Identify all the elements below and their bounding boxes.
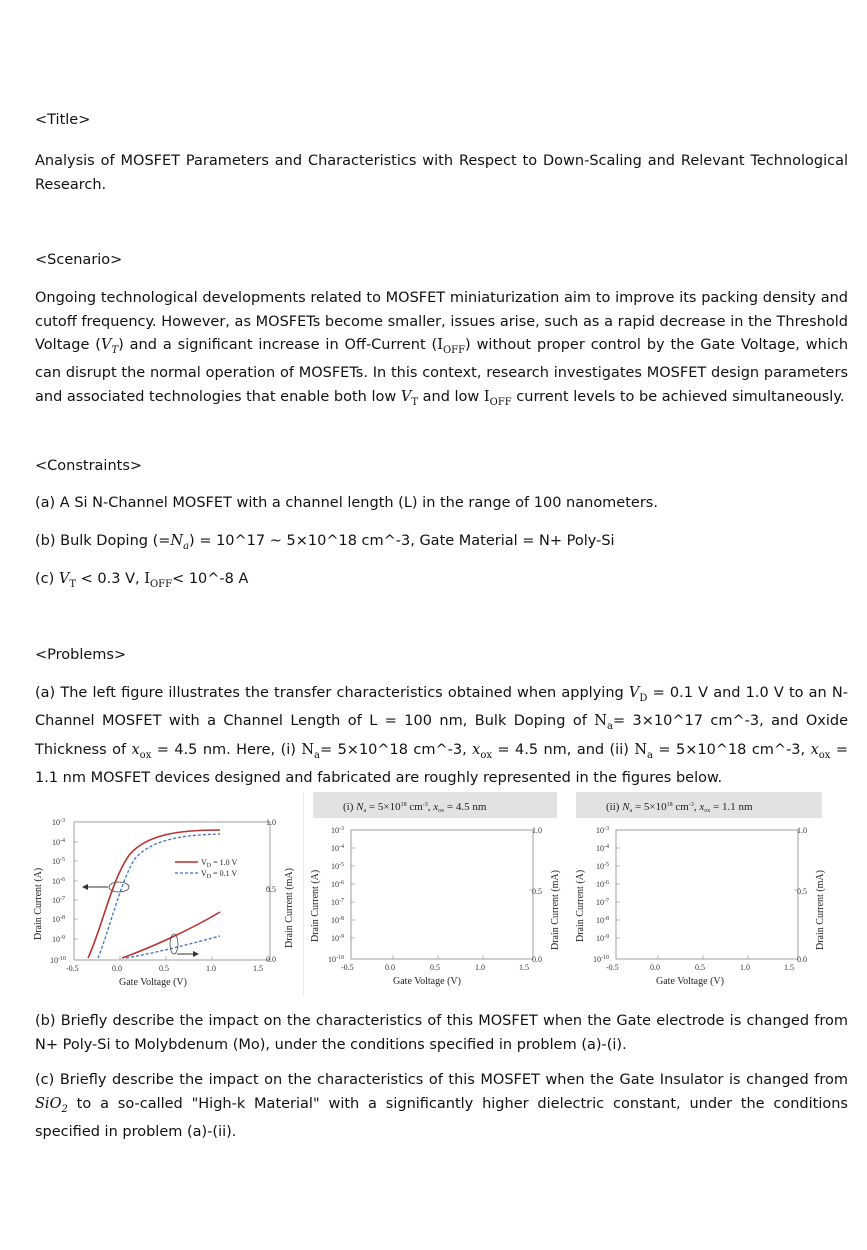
y-tick-label: $10^{-7}$ <box>52 896 65 905</box>
problems-tag: <Problems> <box>35 647 127 663</box>
y-tick-label: $10^{-8}$ <box>596 916 609 925</box>
y-axis-label-right: Drain Current (mA) <box>284 868 295 948</box>
panel-ii-title: (ii) $Na = 5\times 10^{18}$ $cm^{-3}$, xox = 1.1 nm <box>606 801 753 814</box>
x-tick-label: 1.5 <box>253 964 263 973</box>
x-tick-label: -0.5 <box>341 963 354 972</box>
y-tick-label: $10^{-7}$ <box>596 898 609 907</box>
constraints-tag: <Constraints> <box>35 458 143 474</box>
x-tick-label: 0.0 <box>650 963 660 972</box>
title-text: Analysis of MOSFET Parameters and Characteristics with Respect to Down-Scaling and Relevant Technological Research. <box>35 153 848 193</box>
y-tick-label: $10^{-10}$ <box>50 956 66 965</box>
x-tick-label: 1.0 <box>740 963 750 972</box>
y-tick-label: $10^{-6}$ <box>331 880 344 889</box>
x-tick-label: 1.5 <box>519 963 529 972</box>
log-scale-marker-ellipse <box>109 882 129 892</box>
x-tick-label: 0.5 <box>695 963 705 972</box>
right-y-tick-label: 0.5 <box>797 887 807 896</box>
y-tick-label: $10^{-10}$ <box>328 955 344 964</box>
scenario-paragraph: Ongoing technological developments related to MOSFET miniaturization aim to improve its packing density and cutoff frequency. However, as MOSFETs become smaller, issues arise, such as a rapid decrease in the Threshold Voltage $(V_T)$ and a significant increase in Off-Current $(I_{OFF})$ without proper control by the Gate Voltage, which can disrupt the normal operation of MOSFETs. In this context, research investigates MOSFET design parameters and associated technologies that enable both low $V_T$ and low $I_{OFF}$ current levels to be achieved simultaneously. <box>35 290 849 408</box>
transfer-characteristics-figure <box>30 808 298 992</box>
scenario-tag: <Scenario> <box>35 252 123 268</box>
y-tick-label: $10^{-9}$ <box>596 934 609 943</box>
right-y-tick-label: 1.0 <box>266 818 276 827</box>
x-tick-label: 1.0 <box>206 964 216 973</box>
left-arrow-head <box>82 884 88 890</box>
panel-ii-figure <box>568 792 833 996</box>
right-arrow-head <box>193 951 199 957</box>
y-tick-label: $10^{-9}$ <box>52 935 65 944</box>
x-axis-label: Gate Voltage (V) <box>393 976 461 987</box>
panel-i-figure <box>303 792 568 996</box>
legend-vd-01v-label: $V_D = 0.1$ V <box>201 869 238 880</box>
x-tick-label: -0.5 <box>606 963 619 972</box>
y-tick-label: $10^{-5}$ <box>52 857 65 866</box>
y-tick-label: $10^{-4}$ <box>331 844 344 853</box>
vd-01v-linear-curve <box>126 936 220 958</box>
y-tick-label: $10^{-5}$ <box>596 862 609 871</box>
y-axis-label-left: Drain Current (A) <box>575 869 586 942</box>
y-axis-label-left: Drain Current (A) <box>310 869 321 942</box>
y-tick-label: $10^{-7}$ <box>331 898 344 907</box>
vd-01v-log-curve <box>98 834 220 958</box>
vd-1v-log-curve <box>88 830 220 958</box>
x-tick-label: 0.0 <box>112 964 122 973</box>
problem-a: (a) The left figure illustrates the transfer characteristics obtained when applying $V_D = 0.1$ V and 1.0 V to an N-Channel MOSFET with a Channel Length of L = 100 nm, Bulk Doping of $N_a=$ 3×10^17 cm^-3, and Oxide Thickness of $x_{ox} = 4.5$ nm. Here, (i) $N_a=$ 5×10^18 cm^-3, $x_{ox} = 4.5$ nm, and (ii) $N_a$ = 5×10^18 cm^-3, $x_{ox} = 1.1$ nm MOSFET devices designed and fabricated are roughly represented in the figures below. <box>35 685 848 787</box>
y-tick-label: $10^{-6}$ <box>52 877 65 886</box>
constraint-a: (a) A Si N-Channel MOSFET with a channel length (L) in the range of 100 nanometers. <box>35 495 658 511</box>
x-tick-label: 1.0 <box>475 963 485 972</box>
y-tick-label: $10^{-8}$ <box>52 915 65 924</box>
right-y-tick-label: 0.5 <box>266 885 276 894</box>
y-tick-label: $10^{-9}$ <box>331 934 344 943</box>
problem-c: (c) Briefly describe the impact on the characteristics of this MOSFET when the Gate Insulator is changed from SiO$_2$ to a so-called "High-k Material" with a significantly higher dielectric constant, under the conditions specified in problem (a)-(ii). <box>35 1072 848 1140</box>
x-tick-label: -0.5 <box>66 964 79 973</box>
right-y-tick-label: 0.0 <box>532 955 542 964</box>
right-y-tick-label: 0.0 <box>797 955 807 964</box>
y-tick-label: $10^{-4}$ <box>52 838 65 847</box>
constraint-c: (c) $V_T < 0.3$ V, $I_{OFF}<$ 10^-8 A <box>35 571 249 590</box>
x-tick-label: 1.5 <box>784 963 794 972</box>
y-axis-label-left: Drain Current (A) <box>33 867 44 940</box>
title-tag: <Title> <box>35 112 91 128</box>
y-tick-label: $10^{-3}$ <box>52 818 65 827</box>
right-y-tick-label: 1.0 <box>532 826 542 835</box>
right-y-tick-label: 1.0 <box>797 826 807 835</box>
y-tick-label: $10^{-3}$ <box>331 826 344 835</box>
right-y-tick-label: 0.0 <box>266 955 276 964</box>
constraint-b: (b) Bulk Doping $(=N_a)$ = 10^17 ~ 5×10^18 cm^-3, Gate Material = N+ Poly-Si <box>35 533 615 552</box>
y-tick-label: $10^{-6}$ <box>596 880 609 889</box>
x-axis-label: Gate Voltage (V) <box>119 977 187 988</box>
y-tick-label: $10^{-8}$ <box>331 916 344 925</box>
y-tick-label: $10^{-4}$ <box>596 844 609 853</box>
x-tick-label: 0.5 <box>430 963 440 972</box>
x-tick-label: 0.0 <box>385 963 395 972</box>
right-y-tick-label: 0.5 <box>532 887 542 896</box>
x-axis-label: Gate Voltage (V) <box>656 976 724 987</box>
y-tick-label: $10^{-10}$ <box>593 955 609 964</box>
y-tick-label: $10^{-5}$ <box>331 862 344 871</box>
panel-i-title: (i) $Na = 5\times 10^{18}$ $cm^{-3}$, xox = 4.5 nm <box>343 801 487 814</box>
legend-vd-1v-label: $V_D = 1.0$ V <box>201 858 238 869</box>
y-tick-label: $10^{-3}$ <box>596 826 609 835</box>
y-axis-label-right: Drain Current (mA) <box>815 870 826 950</box>
y-axis-label-right: Drain Current (mA) <box>550 870 561 950</box>
x-tick-label: 0.5 <box>159 964 169 973</box>
problem-b: (b) Briefly describe the impact on the characteristics of this MOSFET when the Gate electrode is changed from N+ Poly-Si to Molybdenum (Mo), under the conditions specified in problem (a)-(i). <box>35 1013 848 1053</box>
